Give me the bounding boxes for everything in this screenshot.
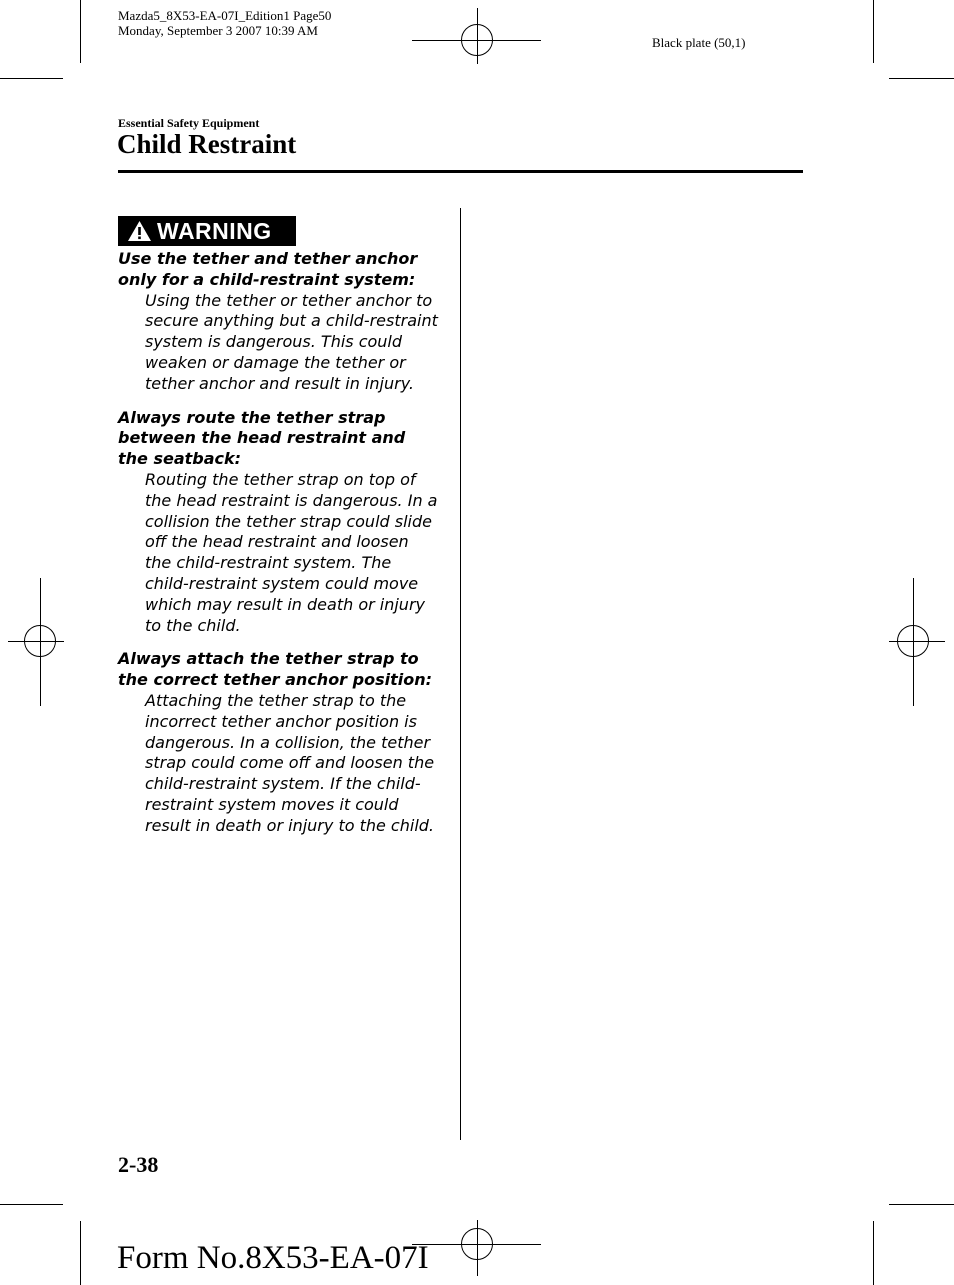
print-date-line: Monday, September 3 2007 10:39 AM — [118, 23, 318, 38]
print-file-info — [118, 8, 331, 38]
warning-item — [118, 249, 440, 395]
section-label: Essential Safety Equipment — [118, 116, 260, 130]
form-number: Form No.8X53-EA-07I — [117, 1240, 429, 1276]
print-file-line: Mazda5_8X53-EA-07I_Edition1 Page50 — [118, 8, 332, 23]
page-title: Child Restraint — [117, 129, 297, 159]
plate-label: Black plate (50,1) — [652, 35, 746, 50]
column-divider — [460, 208, 461, 1140]
warning-item — [118, 408, 440, 637]
warning-label: WARNING — [157, 217, 272, 244]
warning-item-body: Routing the tether strap on top of the head restraint is dangerous. In a collision the tether strap could slide off the head restraint and loosen the child-restraint system. The child-restraint system could move which may result in death or injury to the child. — [145, 469, 438, 635]
warning-item-heading: Always attach the tether strap to the correct tether anchor position: — [118, 649, 433, 690]
page-number: 2-38 — [118, 1152, 159, 1177]
warning-content — [118, 249, 440, 850]
warning-badge — [118, 216, 296, 246]
title-rule — [118, 170, 803, 173]
warning-item-heading: Always route the tether strap between the head restraint and the seatback: — [118, 407, 406, 469]
warning-triangle-icon — [127, 220, 152, 242]
warning-item-body: Using the tether or tether anchor to secure anything but a child-restraint system is dangerous. This could weaken or damage the tether or tether anchor and result in injury. — [145, 290, 438, 393]
warning-item-heading: Use the tether and tether anchor only for a child-restraint system: — [118, 249, 418, 289]
warning-item-body: Attaching the tether strap to the incorrect tether anchor position is dangerous. In a collision, the tether strap could come off and loosen the child-restraint system. If the child-restraint system moves it could result in death or injury to the child. — [145, 690, 435, 835]
warning-item — [118, 649, 440, 836]
